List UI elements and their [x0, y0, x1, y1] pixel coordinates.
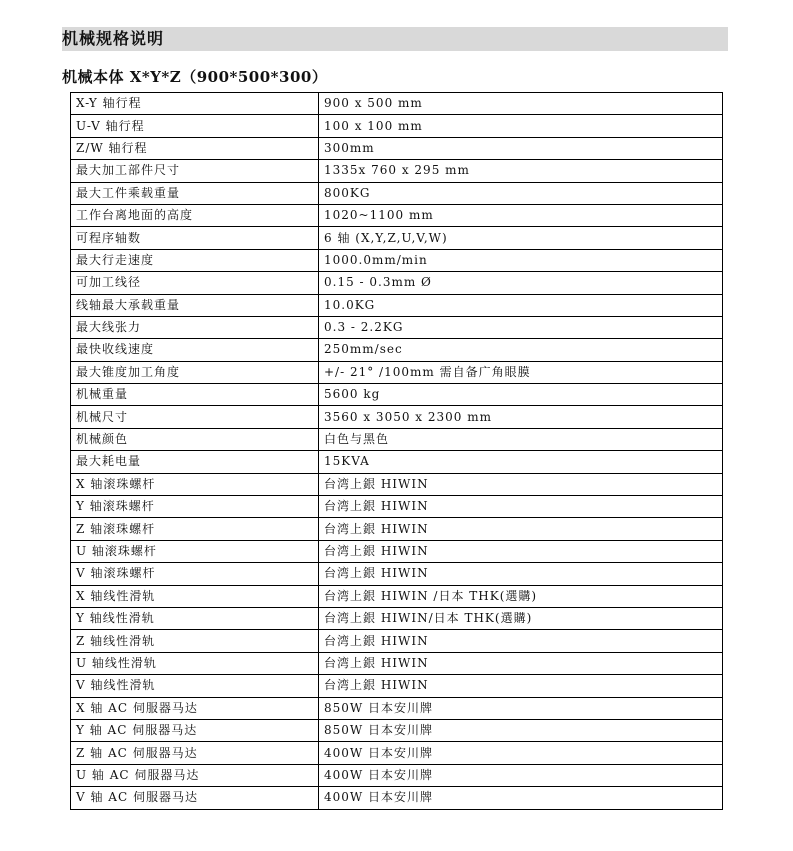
table-row [71, 93, 723, 115]
table-row [71, 361, 723, 383]
table-row [71, 630, 723, 652]
spec-value: 3560 x 3050 x 2300 mm [319, 406, 723, 428]
spec-value: 250mm/sec [319, 339, 723, 361]
spec-label: Y 轴 AC 伺服器马达 [71, 719, 319, 741]
spec-value: 300mm [319, 137, 723, 159]
spec-label: Y 轴滚珠螺杆 [71, 496, 319, 518]
table-row [71, 182, 723, 204]
spec-value: 800KG [319, 182, 723, 204]
spec-value: 1335x 760 x 295 mm [319, 160, 723, 182]
table-row [71, 451, 723, 473]
table-row [71, 227, 723, 249]
spec-value: 1000.0mm/min [319, 249, 723, 271]
spec-label: 机械颜色 [71, 428, 319, 450]
spec-label: 最大耗电量 [71, 451, 319, 473]
spec-label: 机械尺寸 [71, 406, 319, 428]
spec-label: 最大锥度加工角度 [71, 361, 319, 383]
spec-label: Z 轴 AC 伺服器马达 [71, 742, 319, 764]
spec-label: 机械重量 [71, 384, 319, 406]
spec-label: 工作台离地面的高度 [71, 204, 319, 226]
table-row [71, 272, 723, 294]
spec-value: 900 x 500 mm [319, 93, 723, 115]
spec-value: 台湾上銀 HIWIN /日本 THK(選購) [319, 585, 723, 607]
table-row [71, 428, 723, 450]
table-row [71, 585, 723, 607]
spec-value: 15KVA [319, 451, 723, 473]
section-title: 机械规格说明 [62, 27, 728, 51]
table-row [71, 652, 723, 674]
spec-value: 0.15 - 0.3mm Ø [319, 272, 723, 294]
table-row [71, 764, 723, 786]
spec-label: Z 轴滚珠螺杆 [71, 518, 319, 540]
spec-value: 850W 日本安川牌 [319, 719, 723, 741]
table-row [71, 697, 723, 719]
spec-value: 台湾上銀 HIWIN [319, 652, 723, 674]
spec-table-body [71, 93, 723, 810]
table-row [71, 496, 723, 518]
table-row [71, 294, 723, 316]
spec-value: 台湾上銀 HIWIN [319, 630, 723, 652]
spec-value: 850W 日本安川牌 [319, 697, 723, 719]
spec-label: X 轴滚珠螺杆 [71, 473, 319, 495]
spec-label: V 轴线性滑轨 [71, 675, 319, 697]
table-row [71, 473, 723, 495]
spec-value: 400W 日本安川牌 [319, 764, 723, 786]
spec-value: 台湾上銀 HIWIN [319, 540, 723, 562]
table-row [71, 675, 723, 697]
table-row [71, 406, 723, 428]
table-row [71, 540, 723, 562]
table-row [71, 339, 723, 361]
spec-label: X-Y 轴行程 [71, 93, 319, 115]
spec-label: V 轴滚珠螺杆 [71, 563, 319, 585]
spec-value: 台湾上銀 HIWIN [319, 496, 723, 518]
spec-label: 最快收线速度 [71, 339, 319, 361]
spec-label: X 轴 AC 伺服器马达 [71, 697, 319, 719]
spec-value: 台湾上銀 HIWIN/日本 THK(選購) [319, 607, 723, 629]
spec-label: Z/W 轴行程 [71, 137, 319, 159]
spec-value: 白色与黑色 [319, 428, 723, 450]
spec-label: 最大线张力 [71, 316, 319, 338]
table-row [71, 518, 723, 540]
spec-value: 10.0KG [319, 294, 723, 316]
spec-value: 台湾上銀 HIWIN [319, 675, 723, 697]
spec-label: Y 轴线性滑轨 [71, 607, 319, 629]
table-row [71, 719, 723, 741]
spec-value: 台湾上銀 HIWIN [319, 473, 723, 495]
table-row [71, 787, 723, 809]
spec-label: 最大工件乘载重量 [71, 182, 319, 204]
spec-value: 台湾上銀 HIWIN [319, 518, 723, 540]
table-row [71, 160, 723, 182]
spec-value: 6 轴 (X,Y,Z,U,V,W) [319, 227, 723, 249]
table-row [71, 137, 723, 159]
spec-label: U 轴滚珠螺杆 [71, 540, 319, 562]
spec-table [70, 92, 723, 810]
spec-value: 5600 kg [319, 384, 723, 406]
spec-label: 线轴最大承载重量 [71, 294, 319, 316]
spec-label: U 轴 AC 伺服器马达 [71, 764, 319, 786]
spec-label: U-V 轴行程 [71, 115, 319, 137]
table-row [71, 607, 723, 629]
table-row [71, 249, 723, 271]
spec-label: V 轴 AC 伺服器马达 [71, 787, 319, 809]
spec-label: 最大加工部件尺寸 [71, 160, 319, 182]
spec-value: +/- 21° /100mm 需自备广角眼膜 [319, 361, 723, 383]
table-row [71, 384, 723, 406]
table-row [71, 316, 723, 338]
spec-label: 可加工线径 [71, 272, 319, 294]
spec-label: 可程序轴数 [71, 227, 319, 249]
spec-label: U 轴线性滑轨 [71, 652, 319, 674]
spec-value: 台湾上銀 HIWIN [319, 563, 723, 585]
table-row [71, 115, 723, 137]
spec-value: 400W 日本安川牌 [319, 742, 723, 764]
spec-value: 100 x 100 mm [319, 115, 723, 137]
table-row [71, 563, 723, 585]
spec-label: 最大行走速度 [71, 249, 319, 271]
spec-value: 0.3 - 2.2KG [319, 316, 723, 338]
table-row [71, 204, 723, 226]
spec-label: Z 轴线性滑轨 [71, 630, 319, 652]
spec-subtitle: 机械本体 X*Y*Z（900*500*300） [62, 68, 328, 86]
spec-label: X 轴线性滑轨 [71, 585, 319, 607]
table-row [71, 742, 723, 764]
spec-value: 1020~1100 mm [319, 204, 723, 226]
spec-value: 400W 日本安川牌 [319, 787, 723, 809]
